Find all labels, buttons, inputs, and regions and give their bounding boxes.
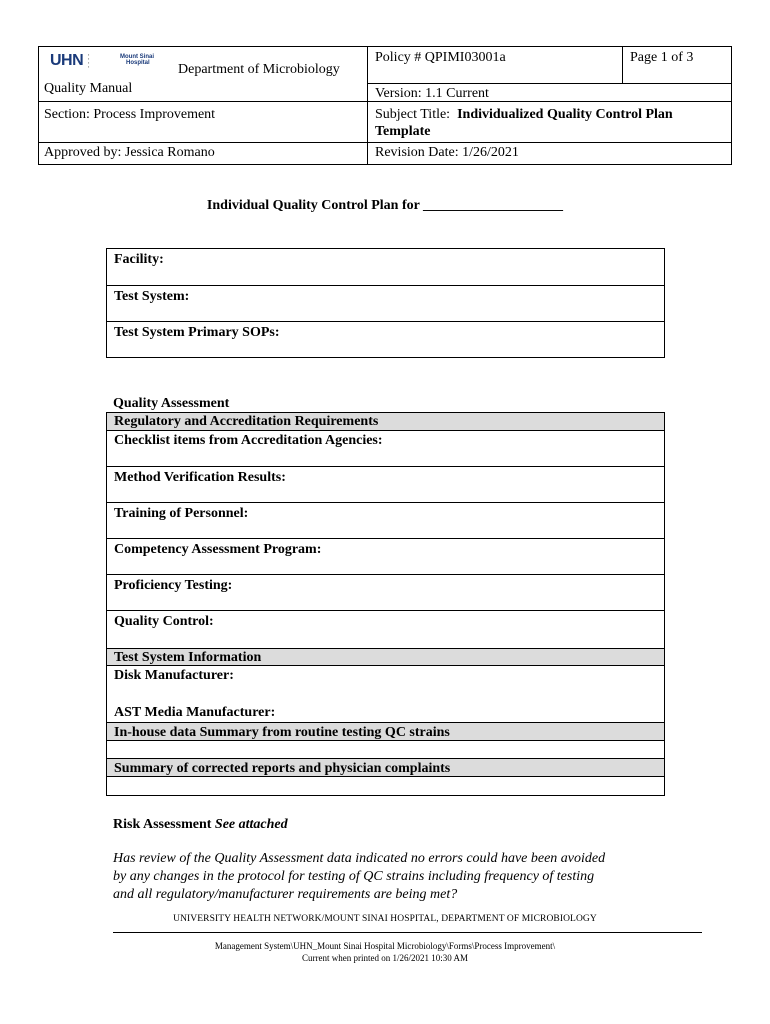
footer-rule: [113, 932, 702, 933]
disk-manufacturer-label: Disk Manufacturer:: [114, 668, 234, 683]
sops-row[interactable]: [107, 321, 664, 358]
mount-sinai-logo-line2: Hospital: [126, 60, 150, 66]
ast-media-label: AST Media Manufacturer:: [114, 705, 276, 720]
quality-assessment-heading: Quality Assessment: [113, 396, 230, 411]
test-system-row[interactable]: [107, 285, 664, 322]
competency-label: Competency Assessment Program:: [114, 542, 322, 557]
regulatory-header: Regulatory and Accreditation Requirements: [114, 414, 379, 429]
training-row[interactable]: [107, 502, 664, 539]
sops-label: Test System Primary SOPs:: [114, 325, 280, 340]
summary-header: Summary of corrected reports and physician complaints: [114, 761, 451, 776]
test-system-info-header-row: [107, 648, 664, 666]
revision-date: Revision Date: 1/26/2021: [375, 145, 519, 160]
subject-title: [375, 106, 725, 140]
page-number: Page 1 of 3: [630, 50, 694, 65]
risk-question-line2: by any changes in the protocol for testing of QC strains including frequency of testing: [113, 869, 595, 884]
plan-title: Individual Quality Control Plan for ____________________: [206, 198, 564, 213]
risk-question-line3: and all regulatory/manufacturer requirements are being met?: [113, 887, 458, 902]
footer-printed: Current when printed on 1/26/2021 10:30 AM: [302, 953, 468, 963]
risk-question-line1: Has review of the Quality Assessment data indicated no errors could have been avoided: [113, 851, 606, 866]
facility-box: [106, 248, 665, 358]
summary-entry-row[interactable]: [107, 776, 664, 796]
inhouse-entry-row[interactable]: [107, 740, 664, 759]
facility-row[interactable]: [107, 249, 664, 285]
proficiency-row[interactable]: [107, 574, 664, 611]
competency-row[interactable]: [107, 538, 664, 575]
footer-info: [0, 940, 770, 964]
summary-header-row: [107, 758, 664, 777]
ast-media-row[interactable]: [107, 702, 664, 722]
section-label: Section: Process Improvement: [44, 107, 216, 122]
risk-assessment-label: Risk Assessment: [113, 817, 215, 832]
test-system-label: Test System:: [114, 289, 190, 304]
checklist-label: Checklist items from Accreditation Agencies:: [114, 433, 383, 448]
uhn-mount-sinai-logo: UHN ▪ ▪ ▪ ▪ Mount Sinai Hospital: [50, 52, 154, 69]
approved-by: Approved by: Jessica Romano: [44, 145, 215, 160]
risk-see-attached: See attached: [214, 817, 288, 832]
proficiency-label: Proficiency Testing:: [114, 578, 233, 593]
method-verification-row[interactable]: [107, 466, 664, 503]
quality-control-row[interactable]: [107, 610, 664, 648]
department-label: Department of Microbiology: [178, 62, 340, 77]
checklist-row[interactable]: [107, 430, 664, 467]
risk-assessment: [113, 816, 288, 833]
inhouse-header-row: [107, 722, 664, 741]
manual-label: Quality Manual: [44, 81, 133, 96]
disk-manufacturer-row[interactable]: [107, 665, 664, 703]
facility-label: Facility:: [114, 252, 164, 267]
inhouse-header: In-house data Summary from routine testing QC strains: [114, 725, 450, 740]
subject-title-line2: Template: [375, 124, 431, 139]
version-label: Version: 1.1 Current: [375, 86, 489, 101]
test-system-info-header: Test System Information: [114, 650, 262, 665]
policy-number: Policy # QPIMI03001a: [375, 50, 506, 65]
mount-sinai-logo-line1: Mount Sinai: [120, 54, 154, 60]
method-verification-label: Method Verification Results:: [114, 470, 286, 485]
subject-prefix: Subject Title:: [375, 107, 458, 122]
regulatory-header-row: [107, 413, 664, 430]
footer-organization: UNIVERSITY HEALTH NETWORK/MOUNT SINAI HOSPITAL, DEPARTMENT OF MICROBIOLOGY: [173, 914, 597, 924]
training-label: Training of Personnel:: [114, 506, 249, 521]
quality-assessment-table: [106, 412, 665, 796]
subject-title-line1: Individualized Quality Control Plan: [457, 107, 673, 122]
quality-control-label: Quality Control:: [114, 614, 214, 629]
footer-path: Management System\UHN_Mount Sinai Hospital Microbiology\Forms\Process Improvement\: [214, 941, 556, 951]
uhn-logo-text: UHN: [50, 52, 84, 69]
